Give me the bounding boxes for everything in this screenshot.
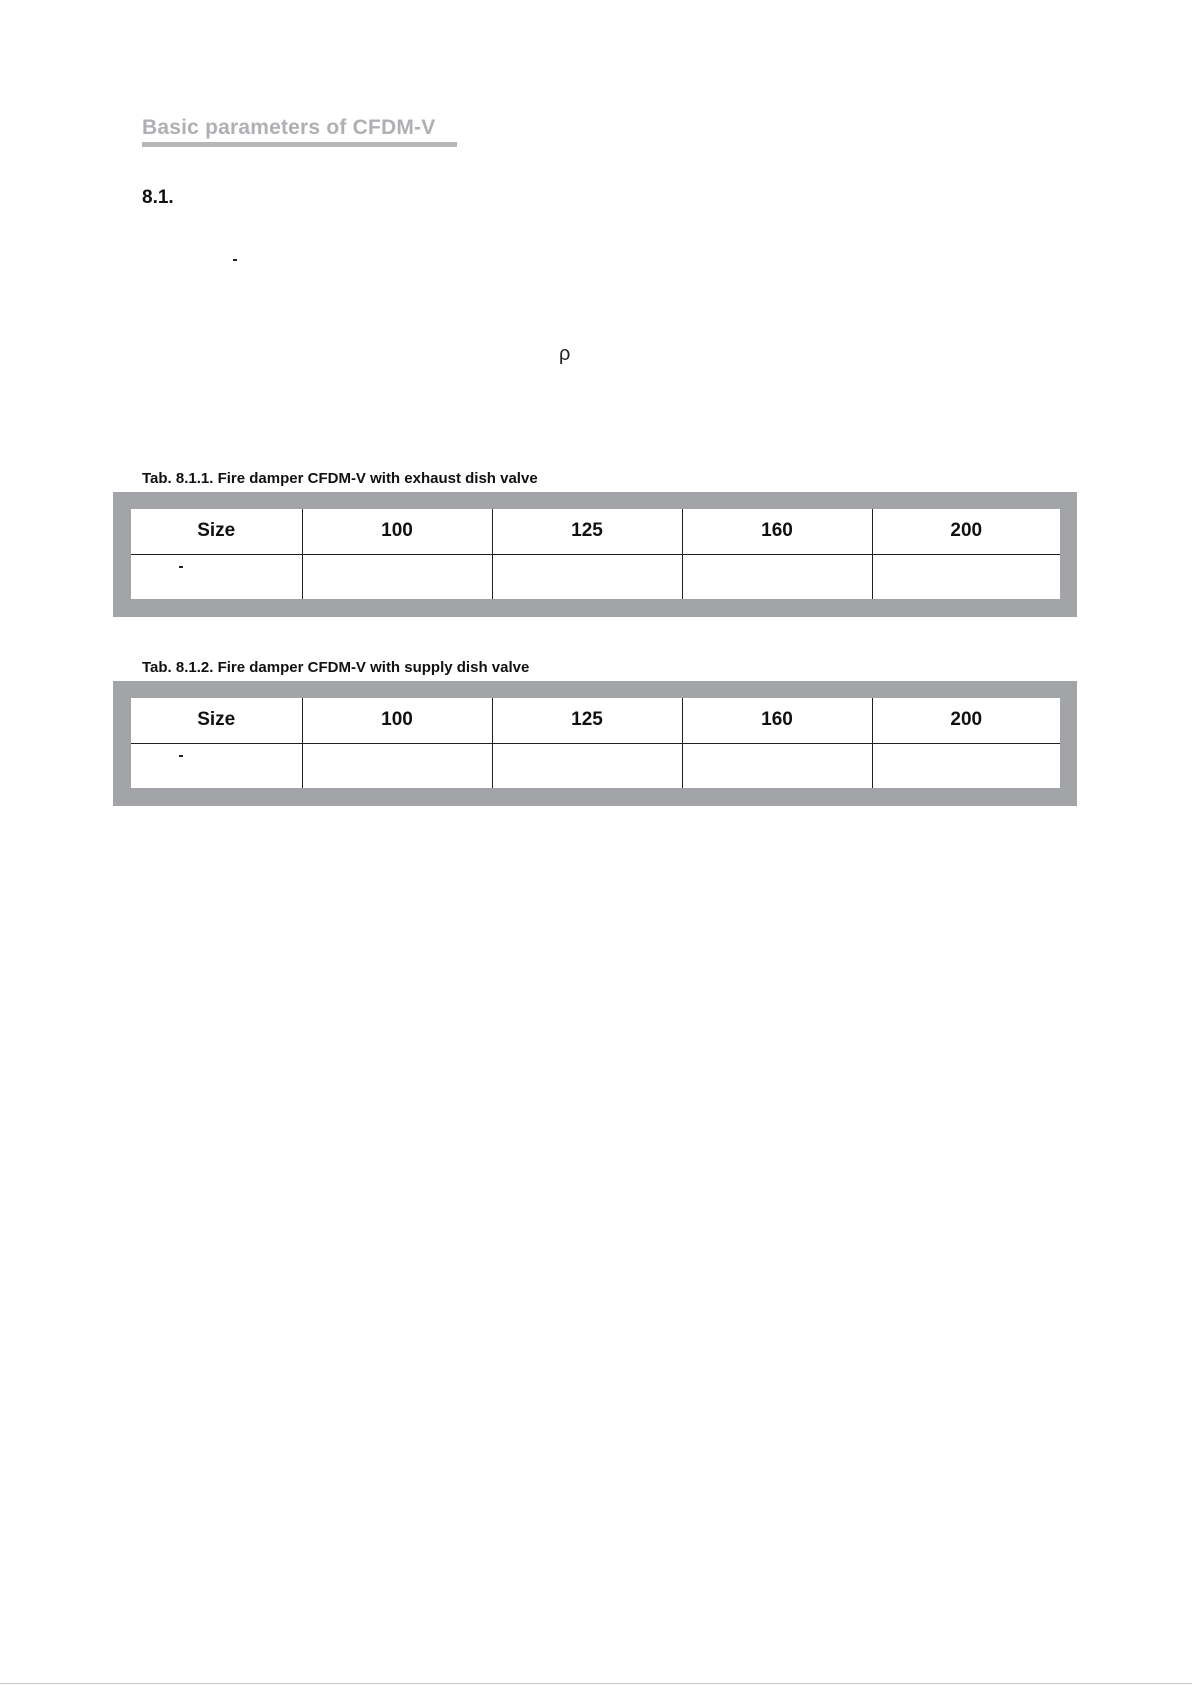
table-frame-exhaust [113,492,1077,617]
row-label-cell [131,743,302,788]
page-bottom-rule [0,1683,1192,1684]
size-header-cell: Size [131,509,302,554]
page-heading: Basic parameters of CFDM-V [142,116,436,139]
size-100-header: 100 [302,698,492,743]
table-caption-supply: Tab. 8.1.2. Fire damper CFDM-V with supply dish valve [142,659,530,676]
size-125-header: 125 [492,698,682,743]
table-frame-supply [113,681,1077,806]
value-cell [872,554,1060,599]
rho-symbol: ρ [559,343,571,365]
value-cell [302,743,492,788]
section-number: 8.1. [142,187,174,208]
value-cell [682,554,872,599]
dash-mark [179,755,183,757]
value-cell [492,554,682,599]
table-value-row [131,743,1060,788]
table-header-row [131,698,1060,743]
size-125-header: 125 [492,509,682,554]
table-header-row [131,509,1060,554]
table-exhaust [131,509,1060,599]
size-200-header: 200 [872,509,1060,554]
table-supply [131,698,1060,788]
table-caption-exhaust: Tab. 8.1.1. Fire damper CFDM-V with exhaust dish valve [142,470,538,487]
dash-mark [179,566,183,568]
value-cell [492,743,682,788]
value-cell [302,554,492,599]
value-cell [682,743,872,788]
size-160-header: 160 [682,698,872,743]
size-100-header: 100 [302,509,492,554]
dash-mark [233,259,237,261]
table-value-row [131,554,1060,599]
size-header-cell: Size [131,698,302,743]
size-200-header: 200 [872,698,1060,743]
heading-underline [142,142,457,147]
value-cell [872,743,1060,788]
size-160-header: 160 [682,509,872,554]
row-label-cell [131,554,302,599]
